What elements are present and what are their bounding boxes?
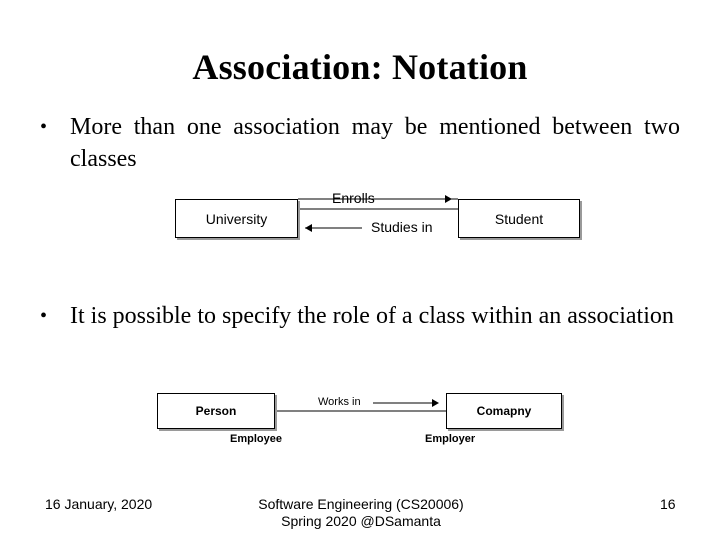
class-box-university: University [175, 199, 298, 238]
bullet-dot: • [40, 116, 48, 138]
bullet-item [40, 300, 680, 332]
bullet-text: More than one association may be mentioned between two classes [70, 114, 680, 172]
association-label-enrolls: Enrolls [332, 190, 375, 206]
role-label-employer: Employer [425, 433, 476, 445]
works-in-arrowhead [432, 399, 439, 407]
studies-in-arrowhead [305, 224, 312, 232]
bullet-dot: • [40, 305, 48, 327]
bullet-text: It is possible to specify the role of a class within an association [70, 303, 674, 329]
association-label-works-in: Works in [318, 396, 361, 408]
role-label-employee: Employee [230, 433, 282, 445]
association-label-studies-in: Studies in [371, 219, 433, 235]
enrolls-arrowhead [445, 195, 452, 203]
class-box-person: Person [157, 393, 275, 429]
footer-date: 16 January, 2020 [45, 496, 153, 512]
class-box-student: Student [458, 199, 580, 238]
footer-course-line1: Software Engineering (CS20006) [258, 496, 464, 512]
footer-course-line2: Spring 2020 @DSamanta [281, 513, 441, 529]
class-box-company: Comapny [446, 393, 562, 429]
footer-course [236, 496, 486, 530]
slide-title: Association: Notation [192, 47, 528, 87]
footer-page-number: 16 [660, 496, 676, 512]
